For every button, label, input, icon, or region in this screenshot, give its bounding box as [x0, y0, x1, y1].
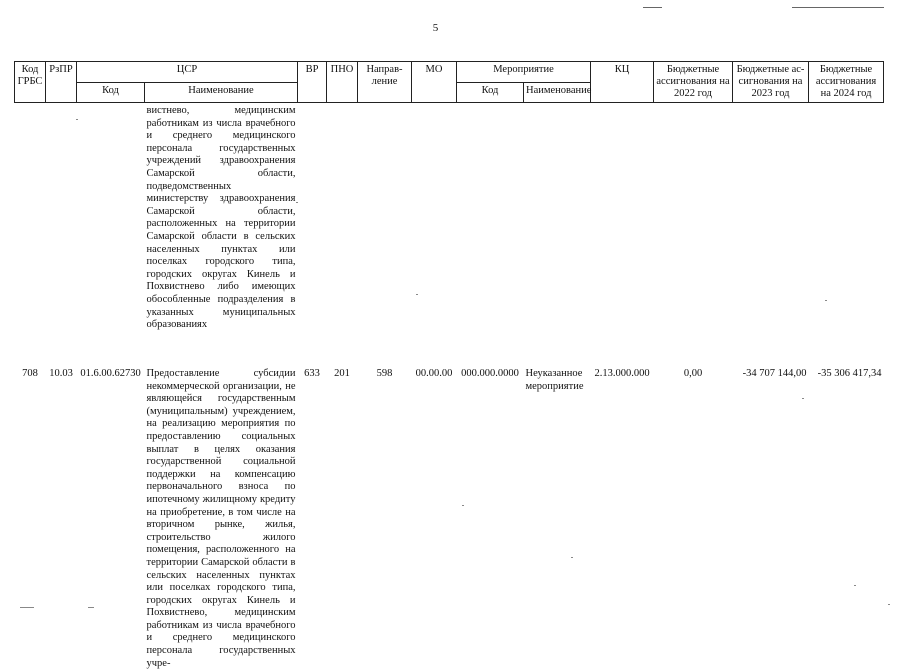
row-name: вистнево, медицинским работникам из числа врачебного и среднего медицинского персонала государственных учреждений здравоохранения Самарской области, подведомственных министерству здравоохранения Самарской области, расположенных на территории Самарской области в сельских населенных пунктах или поселках городского типа, городских округах Кинель и Похвистнево либо имеющих обособленные подразделения в указанных муниципальных образованиях — [146, 105, 296, 331]
header-budget-2023: Бюджетные ас-сигнования на 2023 год — [733, 62, 809, 103]
scan-speck — [888, 604, 890, 605]
header-event-code: Код — [457, 82, 524, 103]
row-budget-2024: -35 306 417,34 — [817, 368, 882, 379]
row-direction: 598 — [376, 368, 393, 379]
scan-speck — [854, 585, 856, 586]
header-budget-2022: Бюджетные ассигнования на 2022 год — [654, 62, 733, 103]
row-event-code: 000.000.0000 — [461, 368, 519, 379]
header-direction: Направ-ление — [358, 62, 412, 103]
row-event-name: Неуказанное мероприятие — [525, 368, 584, 392]
scan-speck — [825, 300, 827, 301]
scan-edge-mark-right — [792, 7, 884, 8]
header-budget-2024: Бюджетные ассигнования на 2024 год — [809, 62, 884, 103]
header-mo: МО — [412, 62, 457, 103]
scan-speck — [88, 607, 94, 608]
scan-edge-mark-left — [643, 7, 662, 8]
header-pno: ПНО — [327, 62, 358, 103]
scan-speck — [462, 505, 464, 506]
scan-speck — [571, 557, 573, 558]
header-csr-code: Код — [77, 82, 145, 103]
header-grbs: Код ГРБС — [15, 62, 46, 103]
row-budget-2022: 0,00 — [683, 368, 703, 379]
table-row — [15, 355, 884, 670]
row-name: Предоставление субсидии некоммерческой организации, не являющейся государственным (муниципальным) учреждением, на реализацию мероприятия по предоставлению социальных выплат в целях оказания государственной социальной поддержки на компенсацию первоначального взноса по ипотечному жилищному кредиту на приобретение, в том числе на вторичном рынке, жилья, строительство жилого помещения, расположенного на территории Самарской области в сельских населенных пунктах или поселках городского типа, городских округах Кинель и Похвистнево, медицинским работникам из числа врачебного и среднего медицинского персонала государственных учре- — [146, 368, 296, 669]
row-budget-2023: -34 707 144,00 — [742, 368, 807, 379]
scan-speck — [20, 607, 34, 608]
scan-speck — [416, 294, 418, 295]
header-rzpr: РзПР — [46, 62, 77, 103]
header-csr-name: Наименование — [145, 82, 298, 103]
row-pno: 201 — [334, 368, 350, 379]
table-row — [15, 103, 884, 356]
scan-speck — [76, 119, 78, 120]
header-vr: ВР — [298, 62, 327, 103]
row-grbs: 708 — [22, 368, 38, 379]
scan-speck — [802, 398, 804, 399]
header-kc: КЦ — [591, 62, 654, 103]
row-csr-code: 01.6.00.62730 — [80, 368, 141, 379]
header-event-name: Наименование — [524, 82, 591, 103]
scan-speck — [296, 202, 298, 203]
row-rzpr: 10.03 — [49, 368, 73, 379]
row-mo: 00.00.00 — [415, 368, 453, 379]
header-csr: ЦСР — [77, 62, 298, 83]
row-vr: 633 — [304, 368, 320, 379]
header-row-top — [15, 62, 884, 83]
row-kc: 2.13.000.000 — [594, 368, 650, 379]
header-event: Мероприятие — [457, 62, 591, 83]
page-number: 5 — [432, 22, 439, 34]
budget-table — [14, 61, 884, 670]
